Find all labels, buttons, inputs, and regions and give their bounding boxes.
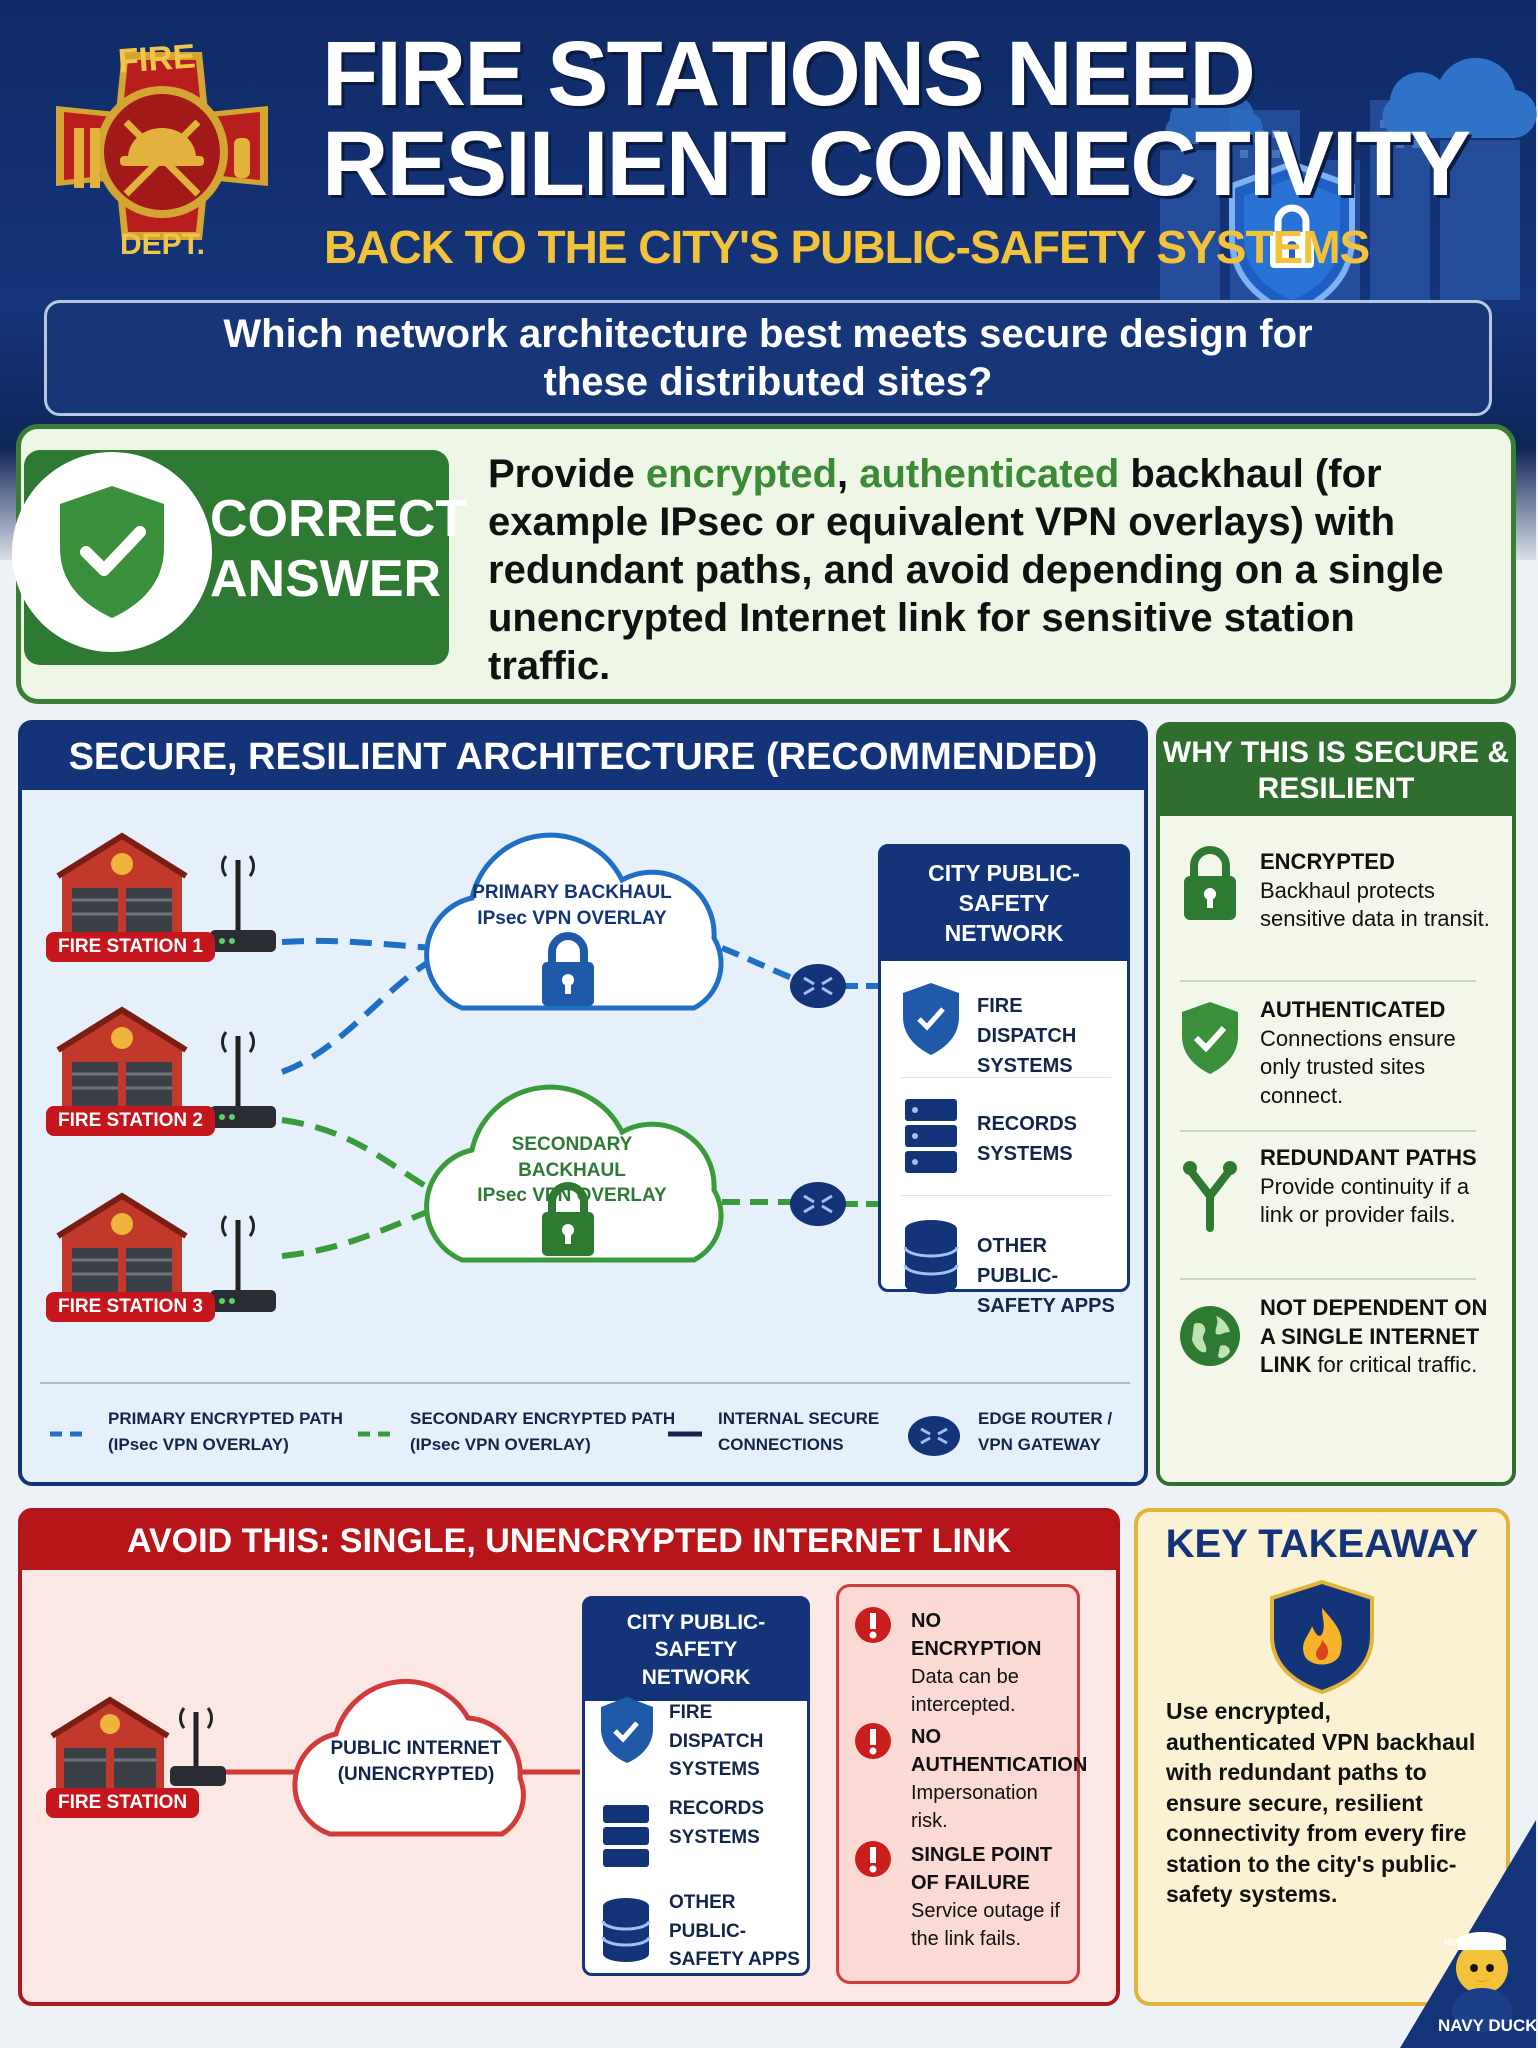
answer-text: [488, 450, 1488, 690]
question-box: [44, 300, 1492, 416]
avoid-city-network-line2: NETWORK: [641, 1665, 751, 1689]
key-takeaway-title: KEY TAKEAWAY: [1165, 1522, 1479, 1566]
divider: [901, 1195, 1111, 1196]
answer-text-rest: backhaul (for example IPsec or equivalent VPN overlays) with redundant paths, and avoid depending on a single unencrypted Internet link for sensitive station traffic.: [488, 452, 1444, 688]
system-fire-dispatch-line1: FIRE DISPATCH: [977, 994, 1077, 1047]
architecture-title: SECURE, RESILIENT ARCHITECTURE (RECOMMENDED): [22, 724, 1144, 790]
page-title-line2: RESILIENT CONNECTIVITY: [322, 113, 1469, 215]
wireless-modem-icon: [210, 1216, 276, 1312]
primary-link-station2: [282, 960, 432, 1072]
why-item-redundant: [1260, 1144, 1500, 1230]
secondary-cloud-line1: SECONDARY BACKHAUL: [511, 1134, 633, 1181]
answer-text-authenticated: authenticated: [859, 452, 1120, 496]
risk-single-point: [911, 1841, 1061, 1953]
divider: [1180, 980, 1476, 982]
primary-link-router: [722, 948, 792, 978]
system-other-apps: [977, 1231, 1127, 1321]
risk-single-point-desc: Service outage if the link fails.: [911, 1900, 1060, 1950]
why-item-redundant-title: REDUNDANT PATHS: [1260, 1145, 1477, 1170]
legend-router: [978, 1406, 1112, 1459]
avoid-system-fire-dispatch-line2: SYSTEMS: [669, 1759, 760, 1780]
risk-no-encryption-desc: Data can be intercepted.: [911, 1666, 1019, 1716]
question-text: Which network architecture best meets secure design for these distributed sites?: [223, 312, 1313, 404]
avoid-system-records: [669, 1795, 764, 1852]
divider: [1180, 1130, 1476, 1132]
avoid-risks-box: [836, 1584, 1088, 1984]
why-item-not-dependent: [1260, 1294, 1500, 1380]
router-icon: [790, 964, 846, 1008]
why-item-not-dependent-title-text: NOT DEPENDENT ON A SINGLE INTERNET LINK: [1260, 1295, 1488, 1378]
warning-icon: [855, 1607, 891, 1643]
key-takeaway-text: Use encrypted, authenticated VPN backhaul with redundant paths to ensure secure, resilient connectivity from every fire station to the city's public-safety systems.: [1166, 1698, 1476, 1908]
avoid-system-records-line1: RECORDS: [669, 1798, 765, 1819]
avoid-city-network-title: [585, 1599, 807, 1701]
wireless-modem-icon: [170, 1708, 226, 1786]
secondary-cloud-label: [462, 1132, 682, 1209]
avoid-city-network-line1: CITY PUBLIC-SAFETY: [626, 1611, 766, 1662]
station-label-3: FIRE STATION 3: [46, 1292, 215, 1322]
risk-icons: [853, 1605, 893, 1945]
answer-text-encrypted: encrypted: [645, 452, 838, 496]
fire-station-icon: [58, 1196, 186, 1300]
risk-single-point-title: SINGLE POINT OF FAILURE: [911, 1844, 1053, 1894]
answer-circle: [12, 452, 212, 652]
avoid-station-label: FIRE STATION: [46, 1788, 199, 1818]
avoid-system-other-apps-line1: OTHER PUBLIC-: [669, 1892, 747, 1942]
city-network-line2: NETWORK: [944, 919, 1064, 946]
system-icons: [901, 981, 961, 1301]
legend-internal-line1: INTERNAL SECURE: [718, 1409, 880, 1428]
avoid-system-fire-dispatch-line1: FIRE DISPATCH: [669, 1702, 764, 1752]
risk-no-encryption-title: NO ENCRYPTION: [911, 1610, 1042, 1660]
city-network-box: [878, 844, 1130, 1317]
server-icon: [905, 1099, 957, 1173]
fire-station-icon: [58, 1010, 186, 1114]
brand-name: NAVY DUCK: [1438, 2016, 1538, 2035]
flame-shield-icon: [1266, 1578, 1378, 1694]
database-icon: [905, 1220, 957, 1294]
system-other-apps-line1: OTHER PUBLIC-: [977, 1234, 1059, 1287]
answer-label-line1: CORRECT: [210, 490, 468, 548]
system-fire-dispatch: [977, 991, 1127, 1081]
database-icon: [603, 1898, 649, 1962]
secondary-cloud-line2: IPsec VPN OVERLAY: [477, 1185, 667, 1207]
public-internet-label: [316, 1736, 516, 1787]
navy-duck-logo: [1400, 1820, 1536, 2048]
answer-text-comma: ,: [837, 452, 860, 496]
why-item-redundant-desc: Provide continuity if a link or provider fails.: [1260, 1173, 1470, 1228]
why-title: WHY THIS IS SECURE & RESILIENT: [1160, 726, 1512, 816]
why-item-authenticated: [1260, 996, 1500, 1110]
answer-label: [210, 490, 467, 610]
page-subtitle: BACK TO THE CITY'S PUBLIC-SAFETY SYSTEMS: [324, 221, 1370, 273]
fire-station-icon: [58, 836, 186, 940]
answer-label-line2: ANSWER: [210, 549, 442, 608]
wireless-modem-icon: [210, 1032, 276, 1128]
globe-icon: [1180, 1306, 1240, 1366]
answer-text-lead: Provide: [488, 452, 646, 496]
shield-icon: [601, 1697, 653, 1763]
primary-cloud-line1: PRIMARY BACKHAUL: [472, 882, 672, 903]
legend-router-line2: VPN GATEWAY: [978, 1435, 1101, 1455]
why-icons: [1176, 840, 1246, 1400]
why-item-encrypted-title: ENCRYPTED: [1260, 849, 1395, 874]
server-icon: [603, 1805, 649, 1867]
system-records-line1: RECORDS: [977, 1112, 1078, 1135]
legend-internal-line2: CONNECTIONS: [718, 1435, 844, 1455]
page-title-line1: FIRE STATIONS NEED: [322, 23, 1254, 125]
badge-bottom-text: DEPT.: [120, 228, 206, 261]
station-label-1: FIRE STATION 1: [46, 932, 215, 962]
city-network-title: [881, 847, 1127, 961]
split-path-icon: [1183, 1161, 1237, 1228]
avoid-city-network-box: [582, 1596, 810, 1976]
lock-icon: [1184, 850, 1236, 920]
why-item-encrypted-desc: Backhaul protects sensitive data in transit.: [1260, 877, 1490, 932]
wireless-modem-icon: [210, 856, 276, 952]
avoid-system-other-apps: [669, 1889, 807, 1975]
why-item-not-dependent-title: [1260, 1294, 1500, 1380]
system-other-apps-line2: SAFETY APPS: [977, 1294, 1115, 1317]
public-internet-line1: PUBLIC INTERNET: [330, 1738, 502, 1759]
risk-no-authentication-desc: Impersonation risk.: [911, 1782, 1038, 1832]
legend-secondary-line1: SECONDARY ENCRYPTED PATH: [410, 1409, 676, 1428]
why-item-authenticated-title: AUTHENTICATED: [1260, 997, 1446, 1022]
public-internet-line2: (UNENCRYPTED): [337, 1763, 495, 1785]
why-item-not-dependent-desc: for critical traffic.: [1311, 1352, 1478, 1378]
legend-secondary: [410, 1406, 675, 1459]
shield-icon: [903, 983, 959, 1055]
why-item-encrypted: [1260, 848, 1500, 934]
avoid-title: AVOID THIS: SINGLE, UNENCRYPTED INTERNET LINK: [22, 1512, 1116, 1570]
avoid-system-records-line2: SYSTEMS: [669, 1826, 760, 1848]
legend-primary: [108, 1406, 343, 1459]
brand-cap-text: NDY: [1444, 1938, 1461, 1947]
secondary-link-station2: [282, 1120, 432, 1190]
router-icon: [908, 1416, 960, 1456]
warning-icon: [855, 1723, 891, 1759]
legend-router-line1: EDGE ROUTER /: [978, 1409, 1113, 1428]
primary-cloud-line2: IPsec VPN OVERLAY: [477, 907, 667, 929]
warning-icon: [855, 1841, 891, 1877]
badge-top-text: FIRE: [116, 37, 197, 81]
avoid-system-other-apps-line2: SAFETY APPS: [669, 1949, 800, 1970]
legend-divider: [40, 1382, 1130, 1384]
primary-cloud-label: [462, 880, 682, 931]
system-fire-dispatch-line2: SYSTEMS: [977, 1054, 1073, 1077]
risk-no-authentication-title: NO AUTHENTICATION: [911, 1726, 1088, 1776]
avoid-system-icons: [601, 1695, 657, 1965]
system-records: [977, 1109, 1077, 1169]
risk-no-encryption: [911, 1607, 1071, 1719]
check-shield-icon: [52, 482, 172, 622]
city-network-line1: CITY PUBLIC-SAFETY: [928, 860, 1080, 916]
legend-primary-line2: (IPsec VPN OVERLAY): [108, 1435, 289, 1455]
router-icon: [790, 1182, 846, 1226]
primary-link-station1: [282, 941, 432, 948]
risk-no-authentication: [911, 1723, 1088, 1835]
secondary-link-station3: [282, 1210, 432, 1256]
shield-check-icon: [1182, 1002, 1238, 1074]
system-records-line2: SYSTEMS: [977, 1142, 1073, 1165]
divider: [901, 1077, 1111, 1078]
avoid-system-fire-dispatch: [669, 1699, 807, 1785]
divider: [1180, 1278, 1476, 1280]
fire-station-icon: [52, 1700, 168, 1796]
legend-primary-line1: PRIMARY ENCRYPTED PATH: [108, 1409, 343, 1428]
legend-internal: [718, 1406, 879, 1459]
why-item-authenticated-desc: Connections ensure only trusted sites connect.: [1260, 1025, 1456, 1108]
legend-secondary-line2: (IPsec VPN OVERLAY): [410, 1435, 591, 1455]
station-label-2: FIRE STATION 2: [46, 1106, 215, 1136]
